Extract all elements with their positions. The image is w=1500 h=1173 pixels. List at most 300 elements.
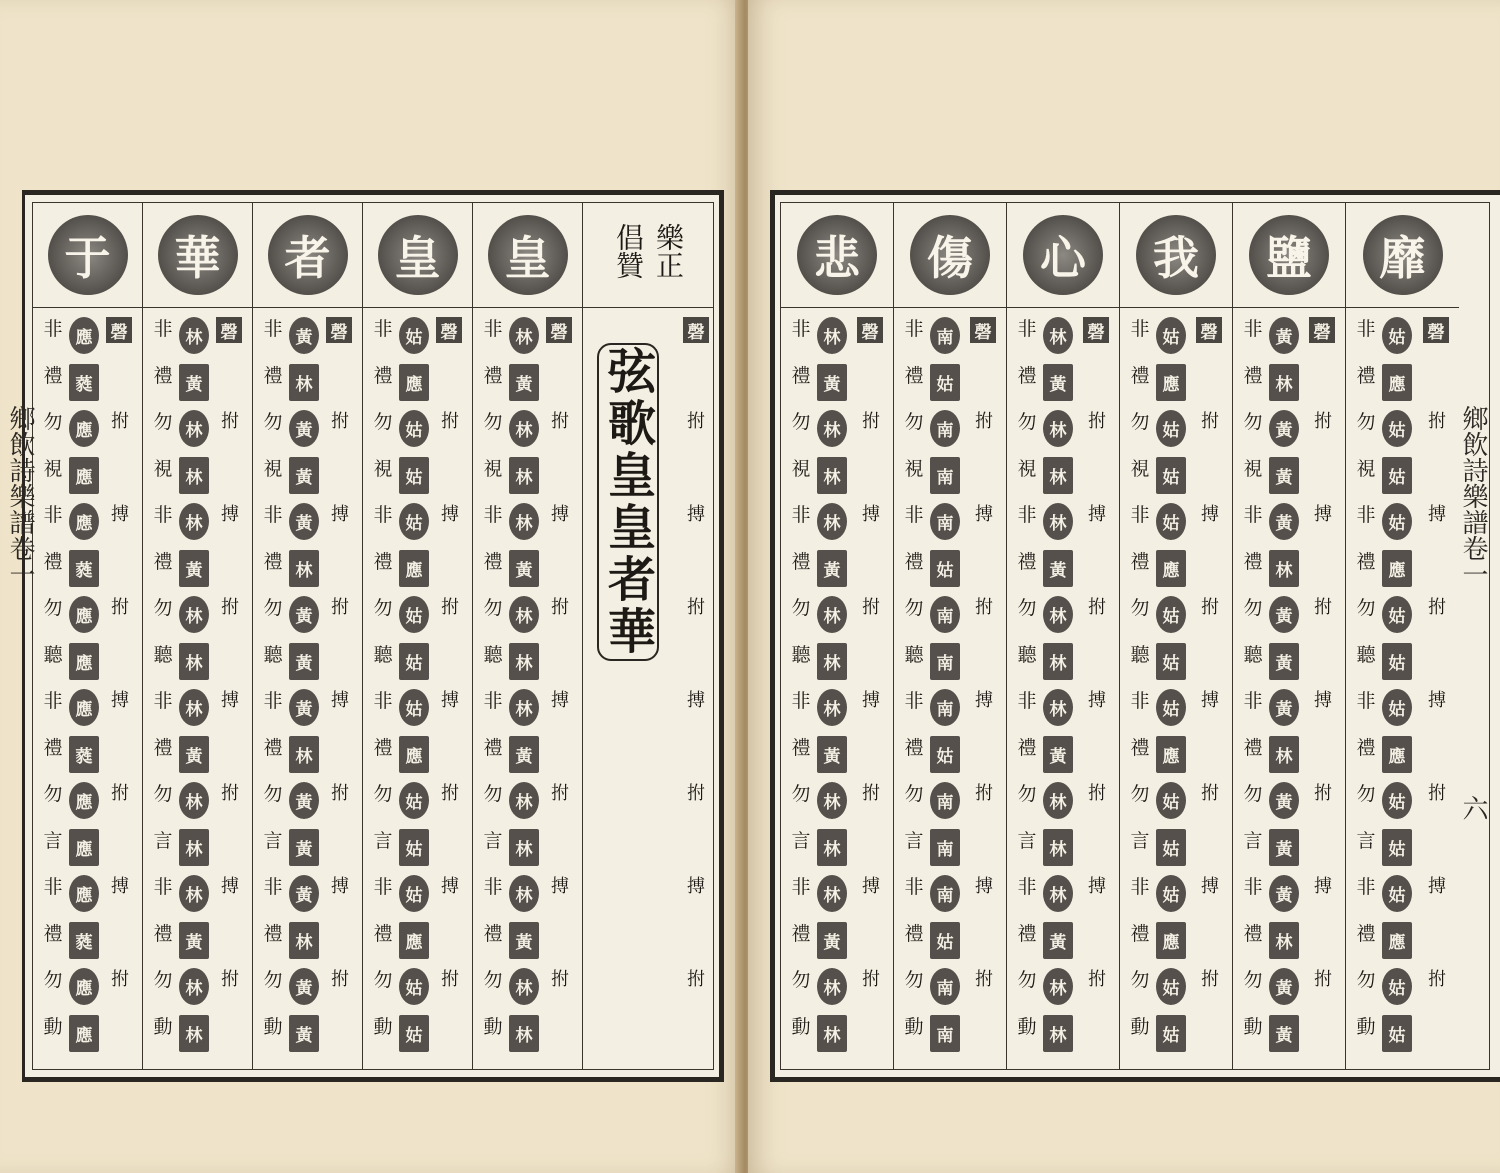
left-column-5 (33, 203, 143, 1069)
lyric-character: 禮 (1130, 736, 1150, 759)
percussion-stroke: 拊 (221, 597, 239, 618)
lyric-text-column (1241, 317, 1265, 1061)
pitch-note: 黃 (1269, 968, 1299, 1005)
lyric-character: 勿 (1243, 597, 1263, 619)
lyric-character: 非 (1017, 318, 1037, 340)
pitch-note: 黃 (1043, 550, 1073, 587)
percussion-stroke: 拊 (551, 969, 569, 990)
left-edge-title: 鄉飲詩樂譜卷一 (5, 405, 35, 587)
lyric-text-column (902, 317, 926, 1061)
lyric-character: 勿 (43, 783, 63, 805)
pitch-note: 林 (1043, 596, 1073, 633)
pitch-note: 黃 (817, 922, 847, 959)
pitch-note: 黃 (289, 1015, 319, 1052)
right-column-6 (781, 203, 894, 1069)
pitch-note: 姑 (399, 968, 429, 1005)
lyric-character: 動 (483, 1015, 503, 1038)
percussion-stroke: 搏 (1314, 504, 1332, 525)
pitch-note: 黃 (817, 364, 847, 401)
lyric-character: 視 (373, 457, 393, 480)
percussion-stroke: 搏 (1314, 690, 1332, 711)
pitch-note: 林 (817, 875, 847, 912)
lyric-character: 禮 (1017, 922, 1037, 945)
lyric-character: 勿 (1017, 597, 1037, 619)
pitch-note: 黃 (289, 968, 319, 1005)
percussion-stroke: 搏 (862, 876, 880, 897)
pitch-note: 南 (930, 410, 960, 447)
percussion-stroke: 拊 (221, 411, 239, 432)
lyric-character: 禮 (1243, 736, 1263, 759)
pitch-note: 姑 (399, 503, 429, 540)
pitch-note: 林 (509, 782, 539, 819)
pitch-note: 黃 (289, 643, 319, 680)
lyric-character: 視 (43, 457, 63, 480)
lyric-text-column (1354, 317, 1378, 1061)
percussion-stroke: 拊 (1428, 597, 1446, 618)
page-number: 六 (1458, 795, 1488, 821)
lyric-character: 勿 (263, 969, 283, 991)
percussion-strokes-column (1085, 317, 1109, 1061)
lyric-character: 非 (1130, 318, 1150, 340)
lyric-character: 禮 (791, 736, 811, 759)
lyric-character: 非 (153, 690, 173, 712)
qing-marker: 磬 (857, 317, 883, 343)
percussion-stroke: 拊 (1314, 597, 1332, 618)
percussion-strokes-column (972, 317, 996, 1061)
percussion-stroke: 拊 (551, 411, 569, 432)
lyric-character: 禮 (263, 364, 283, 387)
pitch-note: 林 (509, 875, 539, 912)
pitch-note: 應 (1156, 922, 1186, 959)
percussion-stroke: 搏 (862, 504, 880, 525)
right-column-1 (1346, 203, 1459, 1069)
percussion-strokes-column (438, 317, 462, 1061)
pitch-note: 林 (1043, 782, 1073, 819)
pitch-note: 林 (1043, 968, 1073, 1005)
lyric-text-column (41, 317, 65, 1061)
right-column-4 (1007, 203, 1120, 1069)
pitch-note: 姑 (1156, 317, 1186, 354)
lyric-character: 勿 (153, 969, 173, 991)
percussion-stroke: 搏 (331, 504, 349, 525)
lyric-character: 非 (904, 318, 924, 340)
percussion-stroke: 搏 (331, 690, 349, 711)
lyric-character: 禮 (904, 364, 924, 387)
lyric-character: 視 (1243, 457, 1263, 480)
pitch-note: 姑 (399, 875, 429, 912)
pitch-note: 林 (1269, 736, 1299, 773)
percussion-stroke: 搏 (221, 876, 239, 897)
lyric-character: 聽 (1017, 643, 1037, 666)
percussion-strokes-column (218, 317, 242, 1061)
percussion-stroke: 拊 (1201, 411, 1219, 432)
lyric-character: 禮 (43, 550, 63, 573)
lyric-character: 勿 (483, 969, 503, 991)
pitch-note: 應 (69, 503, 99, 540)
pitch-note: 林 (179, 457, 209, 494)
pitch-note: 黃 (1269, 643, 1299, 680)
performer-label (613, 223, 683, 279)
percussion-stroke: 搏 (441, 690, 459, 711)
lyric-character: 視 (904, 457, 924, 480)
lyric-character: 非 (1243, 318, 1263, 340)
lyric-character: 非 (1243, 690, 1263, 712)
pitch-note: 黃 (289, 596, 319, 633)
lyric-text-column (481, 317, 505, 1061)
head-divider (1233, 307, 1345, 308)
pitch-note: 林 (509, 596, 539, 633)
pitch-note: 黃 (179, 550, 209, 587)
percussion-stroke: 拊 (221, 783, 239, 804)
pitch-note: 林 (1043, 643, 1073, 680)
lyric-character: 聽 (791, 643, 811, 666)
pitch-note: 黃 (289, 782, 319, 819)
percussion-stroke: 拊 (862, 411, 880, 432)
pitch-note: 林 (179, 829, 209, 866)
percussion-stroke: 拊 (1201, 597, 1219, 618)
pitch-note: 姑 (399, 457, 429, 494)
pitch-note: 應 (399, 922, 429, 959)
lyric-head-character: 傷 (910, 215, 990, 295)
lyric-character: 言 (1130, 829, 1150, 852)
pitch-notes-column (817, 317, 847, 1061)
left-column-3 (253, 203, 363, 1069)
percussion-stroke: 搏 (1088, 690, 1106, 711)
pitch-note: 姑 (1156, 1015, 1186, 1052)
lyric-character: 勿 (904, 969, 924, 991)
lyric-character: 禮 (1243, 364, 1263, 387)
pitch-note: 南 (930, 643, 960, 680)
percussion-strokes-column (1425, 317, 1449, 1061)
percussion-stroke: 拊 (687, 783, 705, 804)
pitch-note: 林 (817, 968, 847, 1005)
percussion-stroke: 搏 (862, 690, 880, 711)
lyric-character: 勿 (153, 411, 173, 433)
pitch-note: 林 (1269, 364, 1299, 401)
lyric-character: 非 (1356, 876, 1376, 898)
percussion-stroke: 搏 (551, 504, 569, 525)
lyric-character: 聽 (153, 643, 173, 666)
pitch-note: 南 (930, 596, 960, 633)
pitch-note: 應 (69, 643, 99, 680)
pitch-note: 黃 (289, 410, 319, 447)
lyric-character: 禮 (263, 922, 283, 945)
pitch-note: 林 (179, 317, 209, 354)
pitch-notes-column (1382, 317, 1412, 1061)
lyric-character: 非 (483, 690, 503, 712)
lyric-character: 言 (263, 829, 283, 852)
pitch-note: 林 (179, 1015, 209, 1052)
percussion-strokes-column (859, 317, 883, 1061)
pitch-note: 姑 (1156, 689, 1186, 726)
pitch-note: 黃 (1269, 503, 1299, 540)
lyric-character: 禮 (791, 922, 811, 945)
lyric-character: 禮 (1356, 364, 1376, 387)
percussion-strokes-column (1198, 317, 1222, 1061)
lyric-character: 勿 (904, 597, 924, 619)
pitch-note: 林 (179, 875, 209, 912)
lyric-character: 非 (1017, 876, 1037, 898)
percussion-stroke: 搏 (687, 690, 705, 711)
lyric-text-column (1015, 317, 1039, 1061)
pitch-note: 姑 (930, 736, 960, 773)
lyric-character: 禮 (263, 736, 283, 759)
pitch-note: 黃 (1269, 782, 1299, 819)
right-score-grid (780, 202, 1490, 1070)
pitch-note: 姑 (930, 550, 960, 587)
pitch-note: 應 (399, 364, 429, 401)
pitch-notes-column (1269, 317, 1299, 1061)
lyric-character: 禮 (43, 364, 63, 387)
pitch-note: 南 (930, 829, 960, 866)
percussion-stroke: 拊 (331, 411, 349, 432)
lyric-character: 勿 (904, 783, 924, 805)
lyric-character: 動 (1130, 1015, 1150, 1038)
pitch-note: 姑 (1156, 457, 1186, 494)
pitch-note: 黃 (179, 736, 209, 773)
pitch-note: 蕤 (69, 364, 99, 401)
percussion-stroke: 拊 (111, 597, 129, 618)
left-sheet (22, 190, 724, 1082)
lyric-character: 勿 (43, 411, 63, 433)
percussion-stroke: 搏 (551, 876, 569, 897)
lyric-character: 禮 (1356, 550, 1376, 573)
head-divider (781, 307, 893, 308)
right-column-3 (1120, 203, 1233, 1069)
lyric-character: 非 (43, 318, 63, 340)
lyric-head-character: 靡 (1363, 215, 1443, 295)
lyric-character: 視 (153, 457, 173, 480)
lyric-character: 勿 (1356, 969, 1376, 991)
pitch-note: 林 (179, 503, 209, 540)
pitch-note: 姑 (1382, 457, 1412, 494)
lyric-character: 禮 (1017, 364, 1037, 387)
pitch-note: 林 (817, 1015, 847, 1052)
lyric-character: 非 (1356, 318, 1376, 340)
pitch-note: 姑 (399, 596, 429, 633)
lyric-character: 視 (263, 457, 283, 480)
percussion-stroke: 搏 (1428, 876, 1446, 897)
left-column-2 (363, 203, 473, 1069)
lyric-character: 非 (1017, 690, 1037, 712)
pitch-note: 林 (179, 410, 209, 447)
title-column (583, 203, 713, 1069)
pitch-note: 黃 (509, 922, 539, 959)
pitch-note: 姑 (1382, 1015, 1412, 1052)
lyric-head-character: 心 (1023, 215, 1103, 295)
lyric-character: 勿 (791, 411, 811, 433)
percussion-stroke: 搏 (687, 504, 705, 525)
lyric-character: 禮 (1017, 736, 1037, 759)
lyric-character: 勿 (1017, 783, 1037, 805)
lyric-character: 非 (153, 504, 173, 526)
lyric-character: 動 (263, 1015, 283, 1038)
lyric-character: 禮 (43, 922, 63, 945)
pitch-note: 姑 (399, 410, 429, 447)
lyric-character: 非 (791, 690, 811, 712)
pitch-note: 林 (817, 457, 847, 494)
pitch-notes-column (179, 317, 209, 1061)
percussion-stroke: 搏 (221, 690, 239, 711)
pitch-note: 林 (509, 643, 539, 680)
percussion-stroke: 拊 (975, 969, 993, 990)
pitch-note: 姑 (1156, 643, 1186, 680)
lyric-character: 禮 (483, 364, 503, 387)
pitch-note: 林 (179, 689, 209, 726)
lyric-text-column (789, 317, 813, 1061)
lyric-character: 禮 (483, 550, 503, 573)
pitch-note: 應 (69, 689, 99, 726)
lyric-text-column (371, 317, 395, 1061)
lyric-head-character: 者 (268, 215, 348, 295)
percussion-strokes-column (328, 317, 352, 1061)
pitch-note: 黃 (179, 364, 209, 401)
percussion-stroke: 拊 (1201, 783, 1219, 804)
percussion-stroke: 拊 (111, 969, 129, 990)
lyric-character: 聽 (904, 643, 924, 666)
head-divider (363, 307, 472, 308)
lyric-character: 勿 (791, 783, 811, 805)
head-divider (253, 307, 362, 308)
lyric-character: 禮 (1130, 922, 1150, 945)
lyric-character: 非 (153, 318, 173, 340)
pitch-note: 姑 (399, 782, 429, 819)
percussion-strokes-column (108, 317, 132, 1061)
pitch-note: 林 (509, 457, 539, 494)
pitch-note: 林 (817, 829, 847, 866)
pitch-note: 林 (509, 829, 539, 866)
lyric-character: 勿 (1130, 969, 1150, 991)
pitch-note: 姑 (1382, 875, 1412, 912)
lyric-character: 動 (791, 1015, 811, 1038)
pitch-note: 姑 (1382, 643, 1412, 680)
lyric-character: 非 (263, 504, 283, 526)
lyric-character: 言 (1017, 829, 1037, 852)
percussion-stroke: 搏 (111, 876, 129, 897)
pitch-note: 姑 (1382, 410, 1412, 447)
lyric-character: 視 (483, 457, 503, 480)
lyric-character: 禮 (1356, 922, 1376, 945)
lyric-character: 禮 (1130, 364, 1150, 387)
lyric-character: 勿 (43, 969, 63, 991)
pitch-note: 應 (1382, 364, 1412, 401)
percussion-stroke: 拊 (975, 783, 993, 804)
pitch-note: 黃 (289, 829, 319, 866)
pitch-note: 林 (817, 689, 847, 726)
pitch-note: 林 (817, 643, 847, 680)
lyric-character: 勿 (1356, 411, 1376, 433)
pitch-note: 林 (1043, 457, 1073, 494)
pitch-note: 林 (289, 364, 319, 401)
lyric-character: 禮 (373, 550, 393, 573)
pitch-note: 林 (179, 968, 209, 1005)
pitch-note: 姑 (930, 922, 960, 959)
lyric-character: 勿 (1017, 411, 1037, 433)
pitch-note: 應 (1156, 736, 1186, 773)
percussion-stroke: 拊 (862, 969, 880, 990)
percussion-stroke: 拊 (975, 411, 993, 432)
percussion-stroke: 拊 (441, 969, 459, 990)
pitch-note: 姑 (1156, 596, 1186, 633)
percussion-stroke: 拊 (551, 597, 569, 618)
lyric-character: 聽 (1130, 643, 1150, 666)
head-divider (894, 307, 1006, 308)
pitch-note: 林 (817, 503, 847, 540)
lyric-character: 勿 (263, 597, 283, 619)
song-title-cartouche (597, 343, 659, 661)
percussion-stroke: 搏 (1201, 876, 1219, 897)
qing-marker: 磬 (970, 317, 996, 343)
lyric-character: 言 (904, 829, 924, 852)
pitch-note: 姑 (1156, 410, 1186, 447)
pitch-note: 姑 (399, 643, 429, 680)
lyric-character: 勿 (263, 411, 283, 433)
lyric-character: 聽 (373, 643, 393, 666)
lyric-character: 勿 (904, 411, 924, 433)
qing-marker: 磬 (546, 317, 572, 343)
lyric-character: 視 (1017, 457, 1037, 480)
percussion-stroke: 搏 (551, 690, 569, 711)
left-column-1 (473, 203, 583, 1069)
percussion-stroke: 拊 (1201, 969, 1219, 990)
pitch-note: 黃 (509, 550, 539, 587)
lyric-character: 禮 (904, 922, 924, 945)
lyric-character: 勿 (153, 597, 173, 619)
pitch-note: 應 (69, 596, 99, 633)
pitch-note: 應 (69, 875, 99, 912)
pitch-note: 姑 (1382, 782, 1412, 819)
percussion-stroke: 搏 (975, 504, 993, 525)
lyric-character: 禮 (373, 922, 393, 945)
pitch-note: 應 (69, 457, 99, 494)
lyric-character: 勿 (153, 783, 173, 805)
pitch-note: 應 (1382, 736, 1412, 773)
pitch-note: 黃 (817, 550, 847, 587)
song-title: 弦歌皇皇者華 (599, 346, 656, 658)
lyric-character: 非 (483, 504, 503, 526)
lyric-character: 聽 (263, 643, 283, 666)
pitch-note: 蕤 (69, 736, 99, 773)
lyric-character: 動 (1243, 1015, 1263, 1038)
left-column-4 (143, 203, 253, 1069)
pitch-note: 姑 (1382, 317, 1412, 354)
right-page (748, 0, 1500, 1173)
pitch-note: 黃 (289, 689, 319, 726)
percussion-stroke: 拊 (1428, 783, 1446, 804)
percussion-stroke: 拊 (111, 411, 129, 432)
percussion-stroke: 拊 (1088, 411, 1106, 432)
left-score-grid (32, 202, 714, 1070)
percussion-stroke: 拊 (1428, 411, 1446, 432)
lyric-character: 禮 (43, 736, 63, 759)
percussion-stroke: 拊 (441, 783, 459, 804)
head-divider (143, 307, 252, 308)
pitch-note: 黃 (1269, 410, 1299, 447)
lyric-character: 動 (373, 1015, 393, 1038)
qing-marker: 磬 (216, 317, 242, 343)
performer-label-line: 倡贊 (612, 223, 645, 279)
percussion-stroke: 搏 (1201, 504, 1219, 525)
pitch-note: 林 (509, 503, 539, 540)
pitch-note: 南 (930, 968, 960, 1005)
right-sheet (770, 190, 1500, 1082)
lyric-character: 勿 (373, 411, 393, 433)
pitch-note: 應 (69, 410, 99, 447)
lyric-character: 非 (1130, 504, 1150, 526)
pitch-note: 黃 (289, 503, 319, 540)
percussion-stroke: 拊 (687, 411, 705, 432)
lyric-character: 非 (791, 876, 811, 898)
